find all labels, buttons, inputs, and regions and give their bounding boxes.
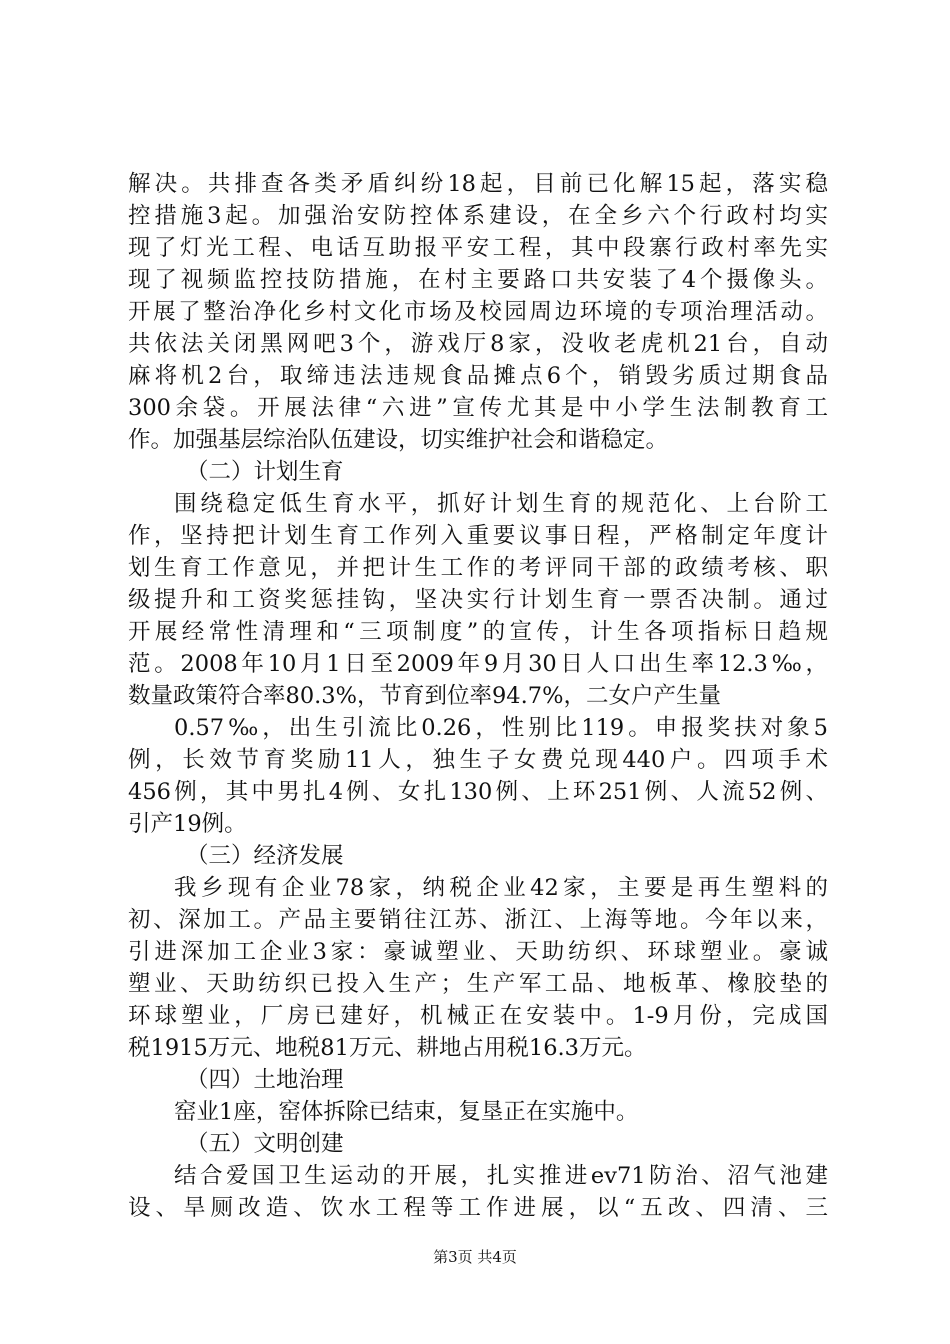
document-body [128, 168, 828, 1224]
text-line: 设、旱厕改造、饮水工程等工作进展，以“五改、四清、三 [128, 1195, 828, 1221]
page-footer: 第3页 共4页 [433, 1248, 517, 1266]
text-line: 作。加强基层综治队伍建设，切实维护社会和谐稳定。 [128, 427, 669, 453]
text-line: 环球塑业，厂房已建好，机械正在安装中。1-9月份，完成国 [128, 1003, 828, 1029]
text-line: 初、深加工。产品主要销往江苏、浙江、上海等地。今年以来， [128, 907, 828, 933]
text-line: 麻将机2台，取缔违法违规食品摊点6个，销毁劣质过期食品 [128, 363, 828, 389]
text-line: 共依法关闭黑网吧3个，游戏厅8家，没收老虎机21台，自动 [128, 331, 828, 357]
text-line: 开展经常性清理和“三项制度”的宣传，计生各项指标日趋规 [128, 619, 828, 645]
text-line: 划生育工作意见，并把计生工作的考评同干部的政绩考核、职 [128, 555, 828, 581]
text-line: 围绕稳定低生育水平，抓好计划生育的规范化、上台阶工 [174, 491, 828, 517]
text-line: 级提升和工资奖惩挂钩，坚决实行计划生育一票否决制。通过 [128, 587, 828, 613]
text-line: 现了灯光工程、电话互助报平安工程，其中段寨行政村率先实 [128, 235, 828, 261]
text-line: 现了视频监控技防措施，在村主要路口共安装了4个摄像头。 [128, 267, 828, 293]
text-line: 窑业1座，窑体拆除已结束，复垦正在实施中。 [174, 1099, 639, 1125]
section-heading: （五）文明创建 [186, 1131, 344, 1157]
text-line: 例，长效节育奖励11人，独生子女费兑现440户。四项手术 [128, 747, 828, 773]
text-line: 引进深加工企业3家：豪诚塑业、天助纺织、环球塑业。豪诚 [128, 939, 828, 965]
text-line: 范。2008年10月1日至2009年9月30日人口出生率12.3‰， [128, 651, 828, 677]
text-line: 解决。共排查各类矛盾纠纷18起，目前已化解15起，落实稳 [128, 171, 828, 197]
text-line: 0.57‰，出生引流比0.26，性别比119。申报奖扶对象5 [174, 715, 828, 741]
text-line: 开展了整治净化乡村文化市场及校园周边环境的专项治理活动。 [128, 299, 828, 325]
section-heading: （二）计划生育 [186, 459, 344, 485]
text-line: 300余袋。开展法律“六进”宣传尤其是中小学生法制教育工 [128, 395, 828, 421]
text-line: 结合爱国卫生运动的开展，扎实推进ev71防治、沼气池建 [174, 1163, 828, 1189]
section-heading: （三）经济发展 [186, 843, 344, 869]
text-line: 我乡现有企业78家，纳税企业42家，主要是再生塑料的 [174, 875, 828, 901]
text-line: 税1915万元、地税81万元、耕地占用税16.3万元。 [128, 1035, 647, 1061]
text-line: 数量政策符合率80.3%，节育到位率94.7%，二女户产生量 [128, 683, 721, 709]
text-line: 控措施3起。加强治安防控体系建设，在全乡六个行政村均实 [128, 203, 828, 229]
text-line: 作，坚持把计划生育工作列入重要议事日程，严格制定年度计 [128, 523, 828, 549]
text-line: 塑业、天助纺织已投入生产；生产军工品、地板革、橡胶垫的 [128, 971, 828, 997]
text-line: 引产19例。 [128, 811, 247, 837]
section-heading: （四）土地治理 [186, 1067, 344, 1093]
text-line: 456例，其中男扎4例、女扎130例、上环251例、人流52例、 [128, 779, 828, 805]
